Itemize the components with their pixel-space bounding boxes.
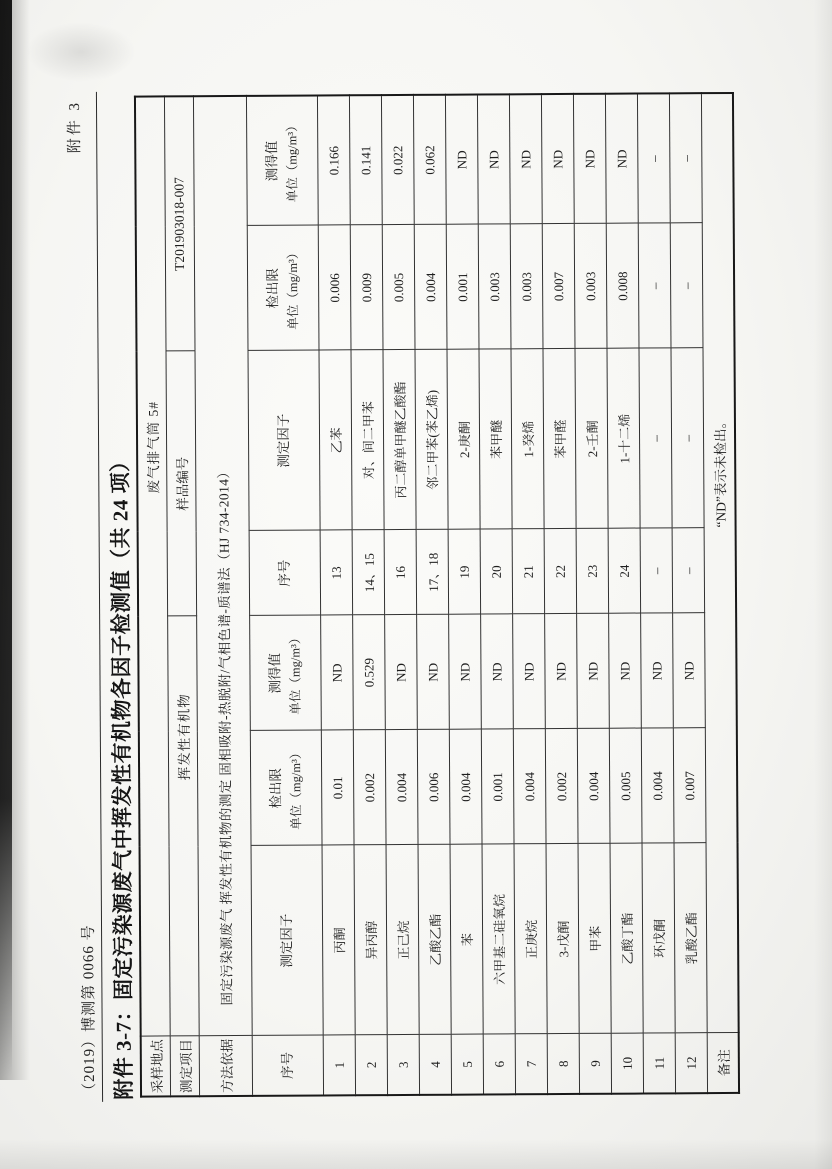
header-factor-right: 测定因子 xyxy=(248,350,320,530)
limit-cell: 0.006 xyxy=(318,225,351,350)
value-cell: ND xyxy=(417,615,450,730)
limit-cell: 0.003 xyxy=(574,224,607,349)
value-cell: ND xyxy=(513,614,546,729)
limit-cell: 0.004 xyxy=(577,729,610,844)
header-limit-left xyxy=(250,730,322,845)
limit-cell: 0.009 xyxy=(350,225,383,350)
results-table xyxy=(134,92,740,1098)
measured-unit: 单位（mg/m³） xyxy=(284,119,300,203)
factor-cell: 2-庚酮 xyxy=(447,350,480,530)
limit-cell: 0.005 xyxy=(609,729,642,844)
value-cell: ND xyxy=(541,94,574,224)
seq-cell: 2 xyxy=(355,1035,387,1095)
value-cell: ND xyxy=(385,615,418,730)
limit-cell: 0.01 xyxy=(321,730,354,845)
limit-cell: 0.004 xyxy=(449,730,482,845)
limit-cell: – xyxy=(670,223,703,348)
sampling-location-value: 废气排气筒 5# xyxy=(135,96,170,1036)
value-cell: ND xyxy=(449,615,482,730)
header-limit-right xyxy=(247,225,319,350)
factor-cell: 丙二醇单甲醚乙酸酯 xyxy=(383,350,416,530)
value-cell: ND xyxy=(477,94,510,224)
document-number: （2019）博测第 0066 号 xyxy=(81,924,99,1098)
value-cell: – xyxy=(669,93,702,223)
factor-cell: 环戊酮 xyxy=(642,843,675,1033)
value-cell: 0.062 xyxy=(413,95,446,225)
limit-cell: 0.007 xyxy=(673,728,706,843)
limit-unit: 单位（mg/m³） xyxy=(285,246,301,330)
factor-cell: 六甲基二硅氧烷 xyxy=(482,844,515,1034)
limit-cell: 0.008 xyxy=(606,224,639,349)
limit-cell: 0.002 xyxy=(545,729,578,844)
value-cell: ND xyxy=(321,615,354,730)
limit-cell: 0.001 xyxy=(446,225,479,350)
seq-cell: 20 xyxy=(480,529,513,614)
measured-unit: 单位（mg/m³） xyxy=(287,631,303,715)
limit-label: 检出限 xyxy=(264,267,280,309)
header-seq-left: 序号 xyxy=(252,1035,323,1095)
seq-cell: 22 xyxy=(544,529,577,614)
value-cell: ND xyxy=(545,614,578,729)
seq-cell: – xyxy=(672,528,705,613)
seq-cell: 3 xyxy=(387,1035,419,1095)
header-factor-left: 测定因子 xyxy=(251,845,323,1035)
report-title: 附件 3-7：固定污染源废气中挥发性有机物各因子检测值（共 24 项） xyxy=(108,450,137,1100)
value-cell: ND xyxy=(609,614,642,729)
factor-cell: 邻二甲苯(苯乙烯) xyxy=(415,350,448,530)
factor-cell: 苯 xyxy=(450,845,483,1035)
value-cell: ND xyxy=(577,614,610,729)
factor-cell: 苯甲醛 xyxy=(543,349,576,529)
seq-cell: 4 xyxy=(419,1035,451,1095)
seq-cell: – xyxy=(640,528,673,613)
value-cell: 0.141 xyxy=(349,95,382,225)
seq-cell: 10 xyxy=(611,1034,643,1094)
factor-cell: 1-十二烯 xyxy=(607,349,640,529)
factor-cell: 乳酸乙酯 xyxy=(674,843,707,1033)
factor-cell: 丙酮 xyxy=(322,845,355,1035)
seq-cell: 7 xyxy=(515,1034,547,1094)
seq-cell: 24 xyxy=(608,529,641,614)
factor-cell: 乙酸丁酯 xyxy=(610,844,643,1034)
factor-cell: 1-癸烯 xyxy=(511,349,544,529)
factor-cell: 乙苯 xyxy=(319,350,352,530)
sampling-location-label: 采样地点 xyxy=(141,1036,171,1096)
value-cell: ND xyxy=(641,613,674,728)
value-cell: ND xyxy=(573,94,606,224)
limit-cell: 0.002 xyxy=(353,730,386,845)
value-cell: 0.022 xyxy=(381,95,414,225)
limit-cell: 0.003 xyxy=(478,224,511,349)
seq-cell: 14、15 xyxy=(352,530,385,615)
factor-cell: 正庚烷 xyxy=(514,844,547,1034)
value-cell: ND xyxy=(673,613,706,728)
seq-cell: 1 xyxy=(323,1035,355,1095)
factor-cell: 异丙醇 xyxy=(354,845,387,1035)
seq-cell: 21 xyxy=(512,529,545,614)
seq-cell: 23 xyxy=(576,529,609,614)
note-row xyxy=(701,93,739,1093)
note-text: “ND”表示未检出。 xyxy=(701,93,738,1033)
limit-cell: 0.004 xyxy=(641,728,674,843)
value-cell: ND xyxy=(605,93,638,223)
limit-unit: 单位（mg/m³） xyxy=(288,746,304,830)
method-label: 方法依据 xyxy=(199,1036,252,1096)
sample-number-label: 样品编号 xyxy=(166,351,197,616)
sample-number-value: T201903018-007 xyxy=(164,96,195,351)
limit-label: 检出限 xyxy=(267,767,284,809)
seq-cell: 13 xyxy=(320,530,353,615)
header-measured-left xyxy=(250,615,322,730)
rotated-document xyxy=(57,88,743,1102)
seq-cell: 16 xyxy=(384,530,417,615)
column-header-row xyxy=(246,95,323,1095)
attachment-label: 附件 3 xyxy=(66,99,84,154)
limit-cell: 0.001 xyxy=(481,729,514,844)
factor-cell: 苯甲醚 xyxy=(479,349,512,529)
seq-cell: 11 xyxy=(643,1033,675,1093)
measured-label: 测得值 xyxy=(267,652,283,694)
limit-cell: 0.005 xyxy=(382,225,415,350)
limit-cell: 0.007 xyxy=(542,224,575,349)
measurement-item-label: 测定项目 xyxy=(170,1036,199,1096)
factor-cell: 甲苯 xyxy=(578,844,611,1034)
seq-cell: 5 xyxy=(451,1035,483,1095)
seq-cell: 12 xyxy=(675,1033,707,1093)
factor-cell: 3-戊酮 xyxy=(546,844,579,1034)
seq-cell: 17、18 xyxy=(416,530,449,615)
paper-right-shadow xyxy=(814,0,832,1169)
limit-cell: 0.003 xyxy=(510,224,543,349)
factor-cell: 对、间二甲苯 xyxy=(351,350,384,530)
header-measured-right xyxy=(246,95,318,226)
value-cell: – xyxy=(637,93,670,223)
value-cell: ND xyxy=(445,94,478,224)
paper-bottom-shadow xyxy=(0,1139,832,1169)
value-cell: 0.529 xyxy=(353,615,386,730)
note-label: 备注 xyxy=(707,1033,739,1093)
method-value: 固定污染源废气 挥发性有机物的测定 固相吸附-热脱附/气相色谱-质谱法（HJ 734-2014） xyxy=(193,96,252,1036)
factor-cell: 乙酸乙酯 xyxy=(418,845,451,1035)
value-cell: 0.166 xyxy=(317,95,350,225)
limit-cell: 0.006 xyxy=(417,730,450,845)
measurement-item-value: 挥发性有机物 xyxy=(168,616,200,1036)
limit-cell: – xyxy=(638,223,671,348)
factor-cell: 正己烷 xyxy=(386,845,419,1035)
limit-cell: 0.004 xyxy=(414,225,447,350)
seq-cell: 6 xyxy=(483,1034,515,1094)
seq-cell: 8 xyxy=(547,1034,579,1094)
seq-cell: 19 xyxy=(448,530,481,615)
value-cell: ND xyxy=(481,614,514,729)
factor-cell: – xyxy=(671,348,704,528)
scanner-edge-fade xyxy=(0,0,30,1080)
seq-cell: 9 xyxy=(579,1034,611,1094)
factor-cell: 2-壬酮 xyxy=(575,349,608,529)
factor-cell: – xyxy=(639,348,672,528)
limit-cell: 0.004 xyxy=(513,729,546,844)
info-row-method xyxy=(193,96,252,1096)
measured-label: 测得值 xyxy=(263,140,280,182)
value-cell: ND xyxy=(509,94,542,224)
header-seq-right: 序号 xyxy=(249,530,321,615)
limit-cell: 0.004 xyxy=(385,730,418,845)
